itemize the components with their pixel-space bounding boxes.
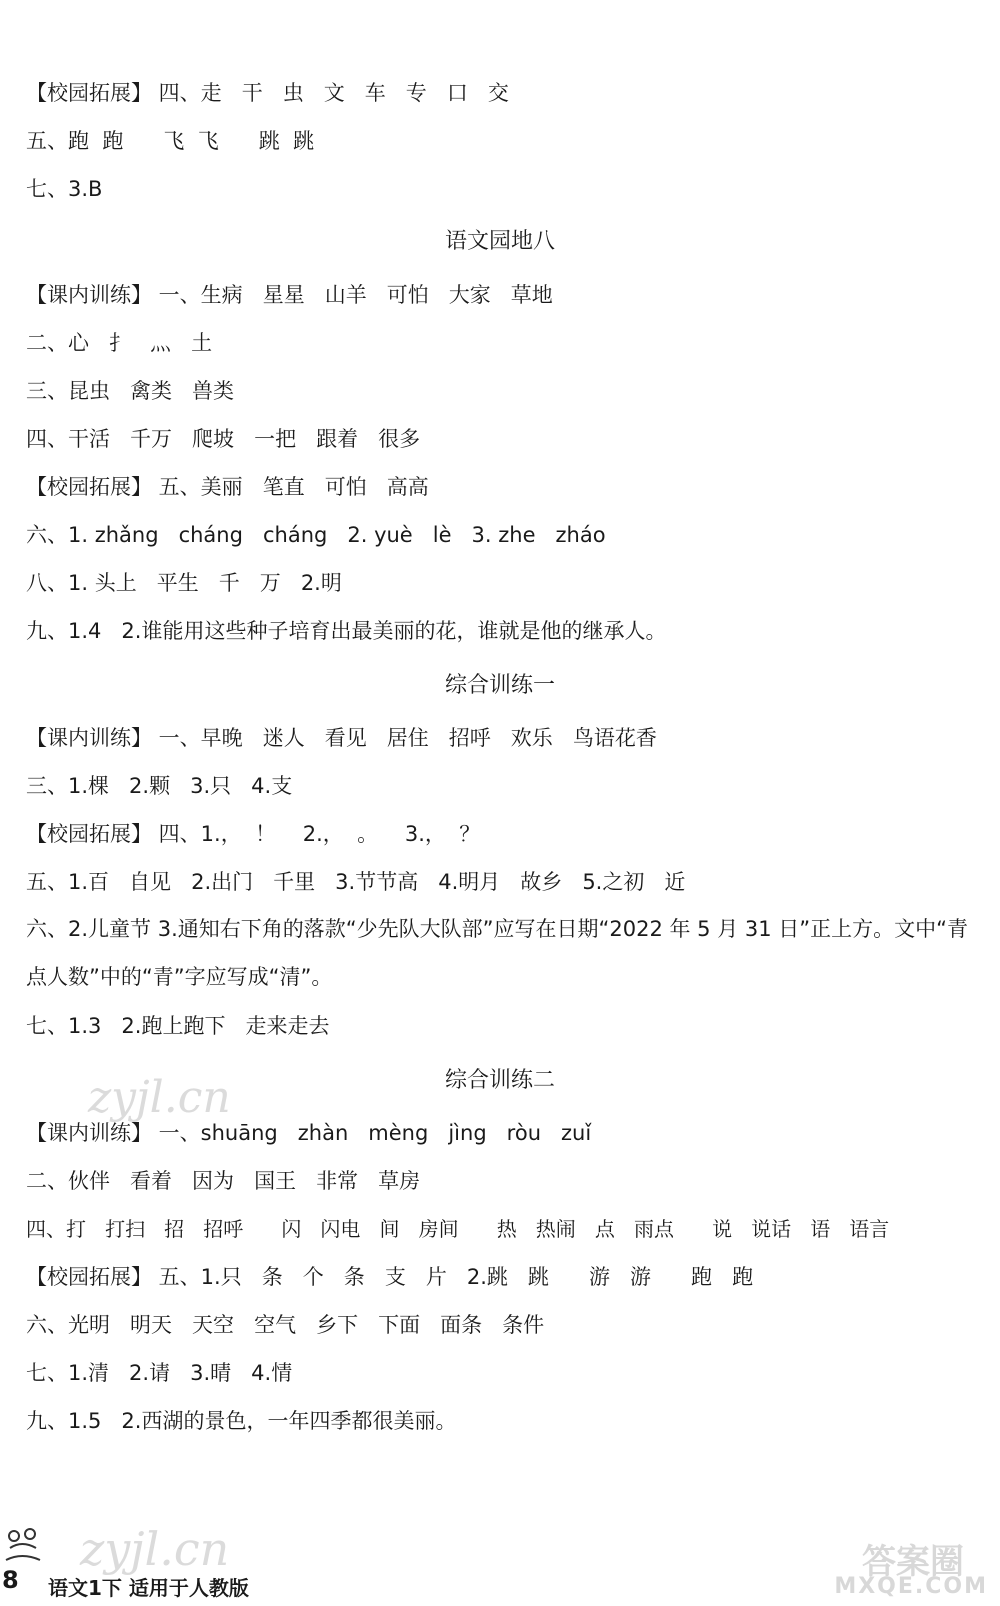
answer-line: 七、3.B [26, 177, 103, 201]
answer-line: 九、1.4 2.谁能用这些种子培育出最美丽的花，谁就是他的继承人。 [26, 619, 667, 643]
corner-logo-en: MXQE.COM [834, 1574, 988, 1599]
answer-line: 九、1.5 2.西湖的景色，一年四季都很美丽。 [26, 1409, 457, 1433]
answer-line: 【校园拓展】 四、1.， ！ 2.， 。 3.， ？ [26, 822, 481, 846]
answer-line: 六、1. zhǎng cháng cháng 2. yuè lè 3. zhe zháo [26, 523, 606, 547]
answer-line: 二、心 扌 灬 土 [26, 331, 213, 355]
answer-line: 六、光明 明天 天空 空气 乡下 下面 面条 条件 [26, 1313, 545, 1337]
answer-line: 【课内训练】 一、shuāng zhàn mèng jìng ròu zuǐ [26, 1121, 592, 1145]
answer-line: 八、1. 头上 平生 千 万 2.明 [26, 571, 342, 595]
section-heading: 语文园地八 [444, 229, 555, 254]
watermark-text: zyjl.cn [80, 1522, 230, 1576]
answer-line: 五、1.百 自见 2.出门 千里 3.节节高 4.明月 故乡 5.之初 近 [26, 870, 686, 894]
answer-line: 三、1.棵 2.颗 3.只 4.支 [26, 774, 293, 798]
answer-line: 七、1.清 2.请 3.晴 4.情 [26, 1361, 293, 1385]
answer-line: 四、干活 千万 爬坡 一把 跟着 很多 [26, 427, 421, 451]
answer-line: 七、1.3 2.跑上跑下 走来走去 [26, 1014, 330, 1038]
answer-line: 【校园拓展】 五、1.只 条 个 条 支 片 2.跳 跳 游 游 跑 跑 [26, 1265, 754, 1289]
answer-line: 五、跑 跑 飞 飞 跳 跳 [26, 129, 315, 153]
page-number: 8 [2, 1566, 19, 1594]
section-heading: 综合训练二 [444, 1068, 555, 1093]
answer-line: 【校园拓展】 五、美丽 笔直 可怕 高高 [26, 475, 429, 499]
footer [0, 1522, 1000, 1606]
corner-logo-cn: 答案圈 [862, 1542, 964, 1582]
answer-line-wrapped: 六、2.儿童节 3.通知右下角的落款“少先队大队部”应写在日期“2022 年 5 月 31 日”正上方。文中“青点人数”中的“青”字应写成“清”。 [26, 917, 969, 989]
mascot-icon [0, 1526, 46, 1566]
answer-line: 【课内训练】 一、生病 星星 山羊 可怕 大家 草地 [26, 283, 553, 307]
watermark-text: zyjl.cn [88, 1072, 231, 1123]
answer-line: 【课内训练】 一、早晚 迷人 看见 居住 招呼 欢乐 鸟语花香 [26, 726, 657, 750]
corner-logo [804, 1532, 994, 1602]
book-title: 语文1下 适用于人教版 [48, 1576, 249, 1600]
answer-line: 二、伙伴 看着 因为 国王 非常 草房 [26, 1169, 421, 1193]
section-heading: 综合训练一 [444, 673, 555, 698]
answer-line: 三、昆虫 禽类 兽类 [26, 379, 235, 403]
answer-line: 【校园拓展】 四、走 干 虫 文 车 专 口 交 [26, 81, 509, 105]
answer-line: 四、打 打扫 招 招呼 闪 闪电 间 房间 热 热闹 点 雨点 说 说话 语 语言 [26, 1217, 890, 1241]
